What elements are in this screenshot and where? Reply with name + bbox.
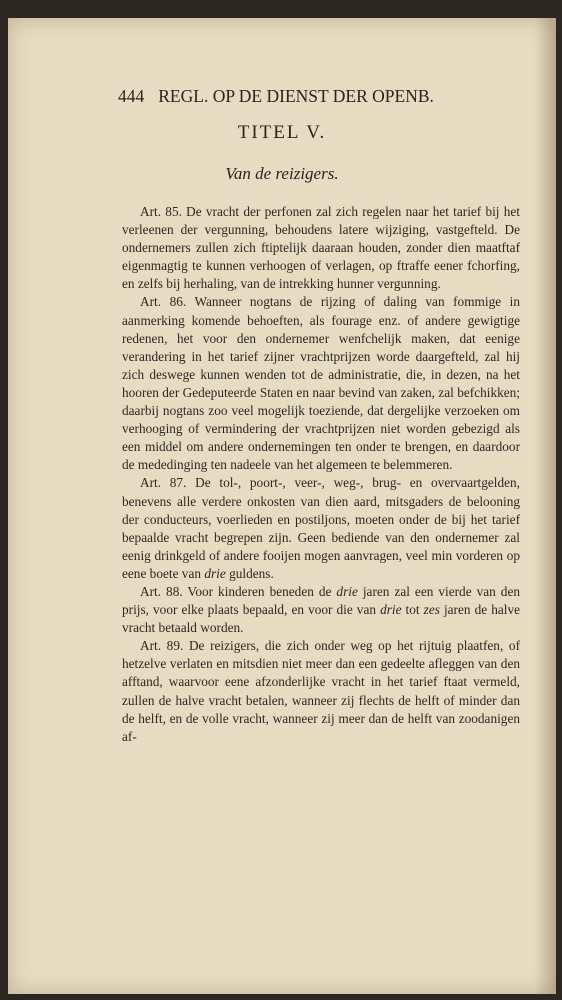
article-88: Art. 88. Voor kinderen beneden de drie jaren zal een vierde van den prijs, voor elke plaats bepaald, en voor die van drie tot zes jaren de halve vracht betaald worden. [122, 583, 520, 636]
running-title: REGL. OP DE DIENST DER OPENB. [158, 86, 434, 106]
book-page [8, 18, 556, 994]
running-header [118, 86, 478, 107]
article-86: Art. 86. Wanneer nogtans de rijzing of daling van fommige in aanmerking komende behoeften, als fourage enz. of andere gewigtige redenen, het voor den ondernemer wenfchelijk maken, dat eenige verandering in het tarief zijner vrachtprijzen worde daargefteld, zal hij zich deswege kunnen wenden tot de administratie, die, in dezen, na het hooren der Gedeputeerde Staten en naar bevind van zaken, zal befchikken; daarbij nogtans zoo veel mogelijk toeziende, dat dergelijke verzoeken om verhooging of vermindering der vrachtprijzen niet worden gebezigd als een middel om andere ondernemingen ten onder te brengen, en daardoor de mededinging ten nadeele van het algemeen te belemmeren. [122, 294, 520, 473]
article-87: Art. 87. De tol-, poort-, veer-, weg-, brug- en overvaartgelden, benevens alle verdere onkosten van dien aard, mitsgaders de belooning der conducteurs, voerlieden en postiljons, moeten onder de bij het tarief bepaalde vracht begrepen zijn. Geen bediende van den ondernemer zal eenig drinkgeld of andere fooijen mogen aanvragen, veel min vorderen op eene boete van drie guldens. [122, 475, 520, 581]
article-89: Art. 89. De reizigers, die zich onder weg op het rijtuig plaatfen, of hetzelve verlaten en mitsdien niet meer dan een gedeelte afleggen van den afftand, waarvoor eene afzonderlijke vracht in het tarief ftaat vermeld, zullen de halve vracht betalen, wanneer zij flechts de helft of minder dan de helft, en de volle vracht, wanneer zij meer dan de helft van zoodanigen af- [122, 638, 520, 744]
chapter-subtitle: Van de reizigers. [225, 164, 339, 183]
body-text [122, 203, 520, 746]
page-number: 444 [118, 86, 145, 106]
article-85: Art. 85. De vracht der perfonen zal zich regelen naar het tarief bij het verleenen der vergunning, behoudens latere wijziging, vastgefteld. De ondernemers zullen zich ftiptelijk daaraan houden, zonder dien maatftaf eigenmagtig te kunnen verhoogen of verlagen, op ftraffe eener fchorfing, en zelfs bij herhaling, van de intrekking hunner vergunning. [122, 204, 520, 292]
chapter-title: TITEL V. [237, 122, 327, 143]
